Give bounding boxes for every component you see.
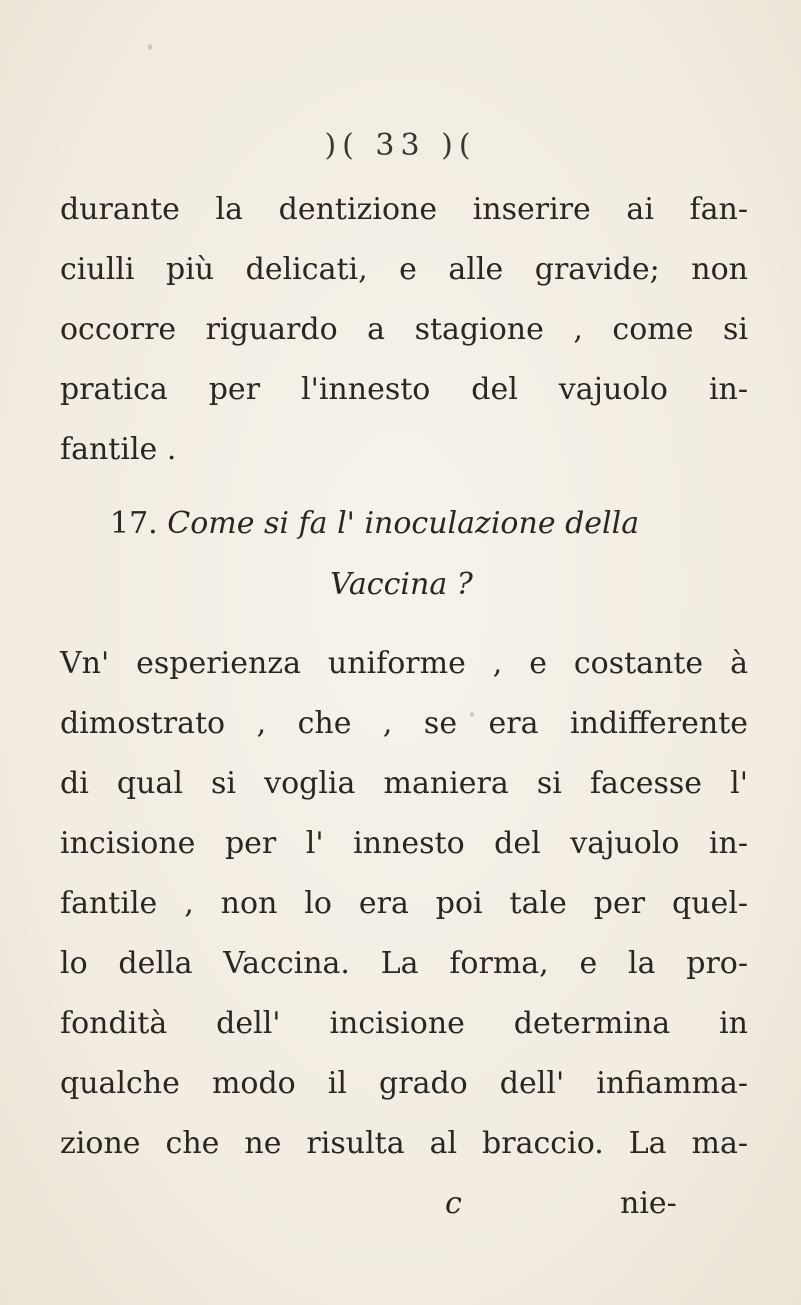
text-line: zione che ne risulta al braccio. La ma- [60,1126,748,1161]
text-line: pratica per l'innesto del vajuolo in- [60,372,748,407]
text-line: durante la dentizione inserire ai fan- [60,192,748,227]
section-title-line2: Vaccina ? [330,567,473,602]
text-line: occorre riguardo a stagione , come si [60,312,748,347]
text-line: Vn' esperienza uniforme , e costante à [60,646,748,681]
text-line: fondità dell' incisione determina in [60,1006,748,1041]
section-number: 17. [110,506,158,541]
text-line: fantile , non lo era poi tale per quel- [60,886,748,921]
section-title-line1 [110,506,639,541]
text-line: di qual si voglia maniera si facesse l' [60,766,748,801]
text-line: lo della Vaccina. La forma, e la pro- [60,946,748,981]
paper-speck [148,44,152,50]
text-line: dimostrato , che , se era indifferente [60,706,748,741]
text-line: ciulli più delicati, e alle gravide; non [60,252,748,287]
text-line: qualche modo il grado dell' infiamma- [60,1066,748,1101]
signature-mark: c [445,1186,462,1221]
text-line: incisione per l' innesto del vajuolo in- [60,826,748,861]
catchword: nie- [620,1186,677,1221]
page-header: )( 33 )( [324,128,477,163]
section-title-text: Come si fa l' inoculazione della [167,506,640,541]
text-line: fantile . [60,432,177,467]
